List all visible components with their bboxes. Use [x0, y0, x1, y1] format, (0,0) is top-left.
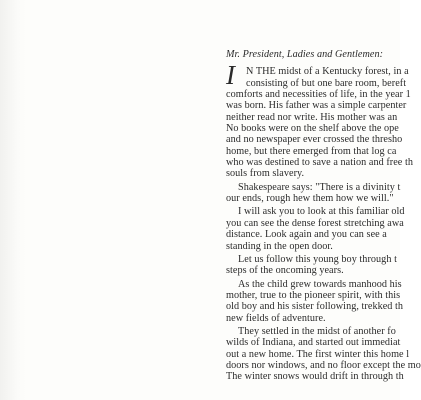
text-line: new fields of adventure.	[226, 312, 326, 324]
text-line: consisting of but one bare room, bereft	[246, 77, 407, 89]
text-line: steps of the oncoming years.	[226, 265, 344, 277]
text-line: mother, true to the pioneer spirit, with this	[226, 289, 401, 301]
text-line: our ends, rough hew them how we will."	[226, 193, 394, 205]
text-line: wilds of Indiana, and started out immediat	[226, 337, 401, 349]
text-line: They settled in the midst of another fo	[238, 325, 396, 337]
page-gutter-shadow	[0, 0, 26, 400]
text-line: N THE midst of a Kentucky forest, in a	[246, 66, 409, 78]
text-line: souls from slavery.	[226, 168, 305, 180]
text-line: The winter snows would drift in through th	[226, 371, 404, 383]
paragraph-1	[226, 60, 416, 180]
speech-text-block	[226, 49, 421, 383]
text-line: No books were on the shelf above the ope	[226, 123, 399, 135]
text-line: doors nor windows, and no floor except the mo	[226, 359, 421, 371]
text-line: comforts and necessities of life, in the year 1	[226, 89, 411, 101]
drop-cap-letter: I	[226, 60, 236, 91]
text-line: old boy and his sister following, trekked th	[226, 301, 404, 313]
text-line: home, but there emerged from that log ca	[226, 145, 397, 157]
paragraph-4	[226, 254, 416, 277]
text-line: and no newspaper ever crossed the thresho	[226, 134, 403, 146]
text-line: I will ask you to look at this familiar old	[238, 206, 405, 218]
text-line: was born. His father was a simple carpenter	[226, 100, 407, 112]
text-line: you can see the dense forest stretching awa	[226, 217, 404, 229]
salutation: Mr. President, Ladies and Gentlemen:	[226, 49, 384, 60]
text-line: out a new home. The first winter this home l	[226, 348, 410, 360]
text-line: Shakespeare says: "There is a divinity t	[238, 181, 401, 193]
paragraph-3	[226, 206, 416, 251]
text-line: standing in the open door.	[226, 240, 333, 252]
paragraph-6	[226, 325, 421, 383]
text-line: distance. Look again and you can see a	[226, 229, 387, 241]
paragraph-2	[226, 182, 416, 205]
text-line: Let us follow this young boy through t	[238, 253, 397, 265]
text-line: As the child grew towards manhood his	[238, 278, 402, 290]
text-line: neither read nor write. His mother was an	[226, 111, 398, 123]
paragraph-5	[226, 279, 416, 324]
text-line: who was destined to save a nation and free th	[226, 157, 413, 169]
